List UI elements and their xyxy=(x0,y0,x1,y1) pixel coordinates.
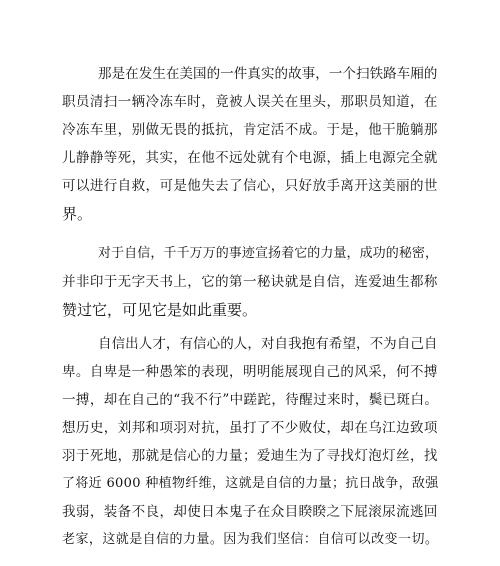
paragraph-3-line-3: 一搏，却在自己的“我不行”中蹉跎，待醒过来时，鬓已斑白。 xyxy=(62,392,439,408)
paragraph-1-line-2: 职员清扫一辆冷冻车时，竟被人误关在里头，那职员知道，在 xyxy=(62,94,438,110)
paragraph-2-line-3: 赞过它，可见它是如此重要。 xyxy=(62,301,258,319)
paragraph-1-line-5: 可以进行自救，可是他失去了信心，只好放手离开这美丽的世 xyxy=(62,178,438,194)
paragraph-1-line-6: 界。 xyxy=(62,205,93,223)
paragraph-3-line-2: 卑。自卑是一种愚笨的表现，明明能展现自己的风采，何不搏 xyxy=(62,364,438,380)
paragraph-3-line-4: 想历史，刘邦和项羽对抗，虽打了不少败仗，却在乌江边致项 xyxy=(62,420,438,436)
paragraph-3-line-7: 我弱，装备不良，却使日本鬼子在众目睽睽之下屁滚尿流逃回 xyxy=(62,504,438,520)
paragraph-3-line-1: 自信出人才，有信心的人，对自我抱有希望，不为自己自 xyxy=(98,336,438,352)
paragraph-1-line-4: 儿静静等死，其实，在他不远处就有个电源，插上电源完全就 xyxy=(62,150,438,166)
paragraph-2-line-1: 对于自信，千千万万的事迹宣扬着它的力量，成功的秘密， xyxy=(98,246,439,261)
paragraph-2-line-2: 并非印于无字天书上，它的第一秘诀就是自信，连爱迪生都称 xyxy=(62,274,438,290)
paragraph-3-line-5: 羽于死地，那就是信心的力量；爱迪生为了寻找灯泡灯丝，找 xyxy=(62,448,438,464)
paragraph-3-line-6: 了将近 6000 种植物纤维，这就是自信的力量；抗日战争，敌强 xyxy=(62,476,439,491)
paragraph-1-line-1: 那是在发生在美国的一件真实的故事，一个扫铁路车厢的 xyxy=(98,66,438,82)
paragraph-1-line-3: 冷冻车里，别做无畏的抵抗，肯定活不成。于是，他干脆躺那 xyxy=(62,122,438,138)
paragraph-3-line-8: 老家，这就是自信的力量。因为我们坚信：自信可以改变一切。 xyxy=(62,532,439,547)
